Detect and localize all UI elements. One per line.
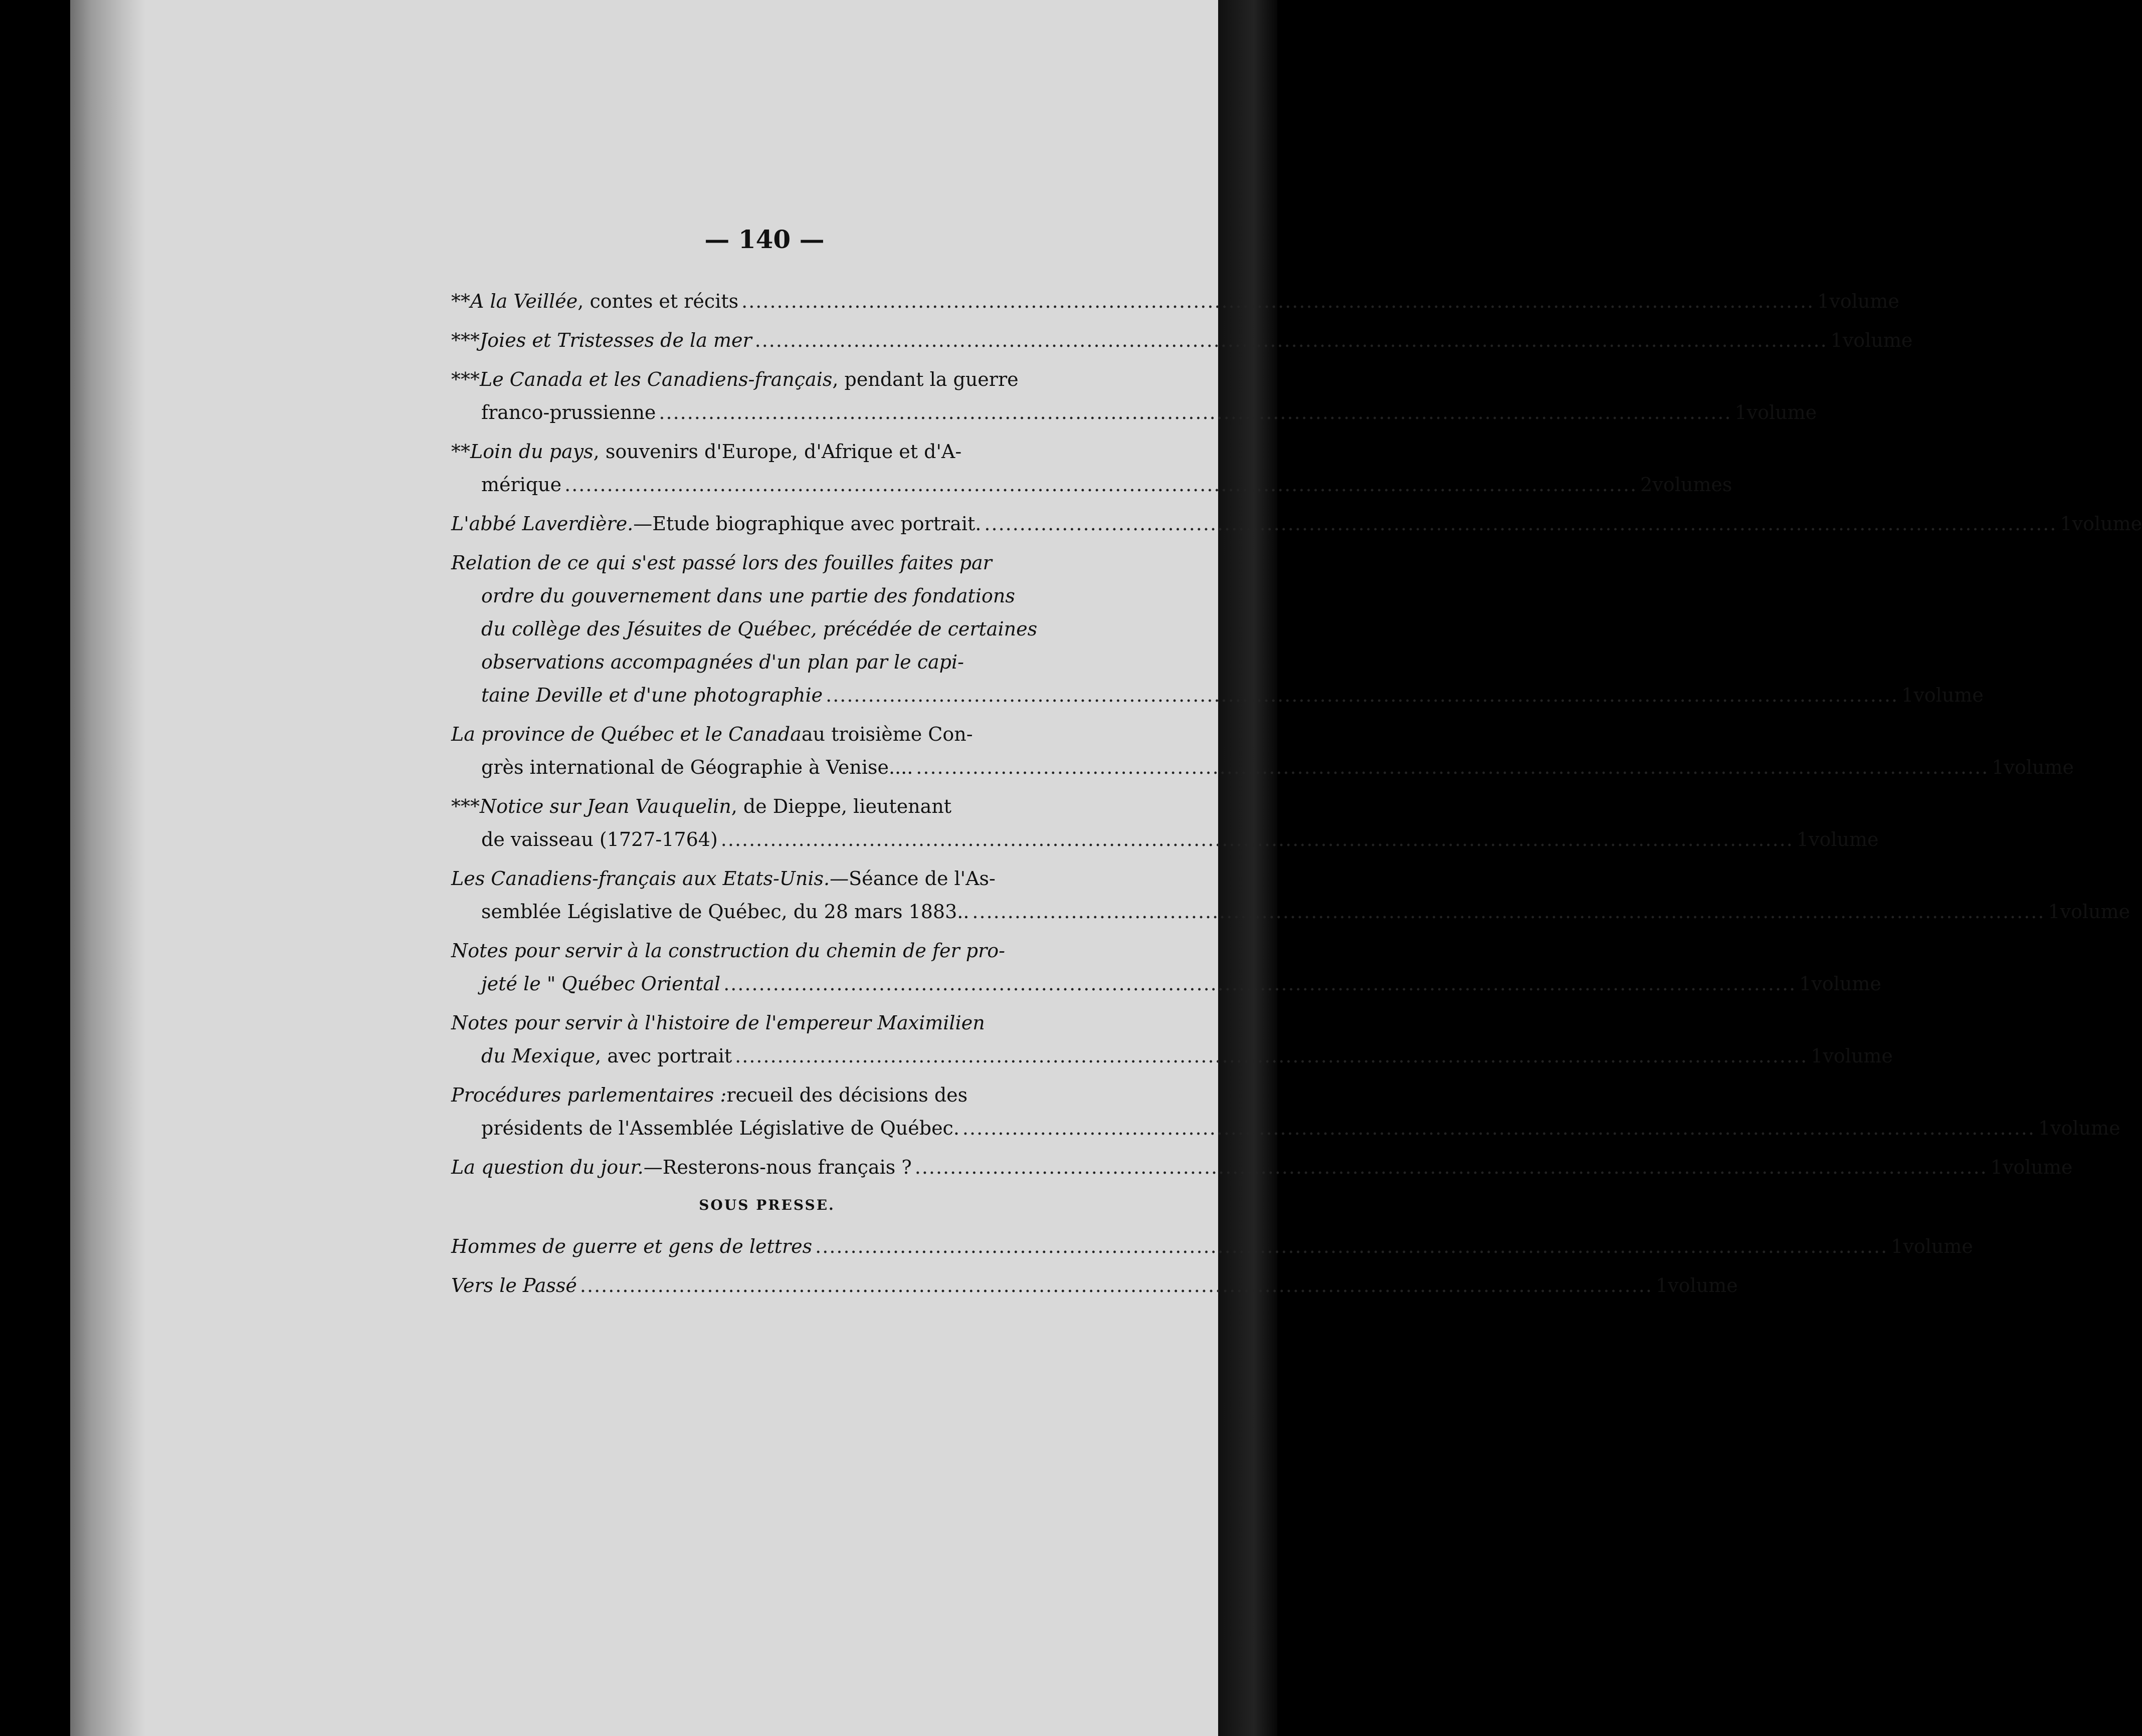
entry-italic-text: jeté le " Québec Oriental [481,973,721,995]
entry-title [451,790,1797,856]
entry-line [451,1078,2038,1112]
volume-count: 1 [1901,684,1914,706]
volume-unit: volume [1811,973,1881,995]
entry-roman-text: franco-prussienne [481,401,656,423]
entry-line [451,1230,1891,1263]
dot-leader [815,1230,1888,1263]
entry-line [451,363,1734,396]
dot-leader [741,285,1814,318]
entry-line [451,1269,1656,1302]
catalogue-entry [451,1006,1893,1072]
catalogue-entry [451,718,2074,784]
catalogue-entry [451,546,1984,712]
volume-unit: volume [2004,756,2074,778]
entry-title [451,435,1640,501]
dot-leader [659,396,1731,429]
dot-leader [915,1151,1988,1184]
entry-roman-text: , souvenirs d'Europe, d'Afrique et d'A- [593,441,962,463]
entry-title [451,285,1817,318]
dot-leader [916,751,1989,784]
dot-leader [723,967,1796,1000]
catalogue-entry [451,1269,1738,1302]
volume-unit: volume [1829,290,1899,312]
entry-italic-text: du Mexique [481,1045,596,1067]
volume-unit: volume [1668,1274,1738,1296]
entry-italic-text: Relation de ce qui s'est passé lors des fouilles faites par [451,552,992,574]
volume-count: 1 [2048,901,2060,923]
entry-italic-text: Les Canadiens-français aux Etats-Unis. [451,867,830,890]
page-number: — 140 — [704,225,825,254]
entry-italic-text: **Loin du pays [451,441,594,463]
entry-line [451,790,1797,823]
volume-count: 1 [1992,756,2004,778]
volume-count: 1 [1799,973,1812,995]
entry-line [451,751,1992,784]
entry-title [451,862,2048,928]
entry-title [451,934,1799,1000]
volume-unit: volume [1842,329,1913,351]
entry-roman-text: semblée Législative de Québec, du 28 mars 1883.. [481,901,969,923]
volume-unit: volume [1903,1235,1973,1257]
section-heading: SOUS PRESSE. [699,1197,835,1213]
volume-count: 1 [1734,401,1747,423]
volume-unit: volume [1913,684,1984,706]
catalogue-entry [451,1151,2073,1184]
volume-unit: volume [2002,1156,2073,1178]
entry-italic-text: Hommes de guerre et gens de lettres [451,1235,813,1257]
entry-line [451,546,1901,579]
entry-italic-text: L'abbé Laverdière. [451,513,634,535]
volume-count: 1 [1796,828,1809,850]
entry-italic-text: ***Notice sur Jean Vauquelin [451,795,731,817]
entry-roman-text: , de Dieppe, lieutenant [731,795,952,817]
entry-line [451,718,1992,751]
entry-line [451,679,1901,712]
volume-unit: volume [1809,828,1879,850]
entry-line [451,1006,1811,1039]
entry-title [451,507,2060,540]
entry-title [451,1230,1891,1263]
catalogue-entry [451,862,2130,928]
catalogue-entry [451,1230,1973,1263]
catalogue-entry [451,507,2142,540]
volume-unit: volume [2060,901,2130,923]
entry-title [451,1151,1991,1184]
volume-unit: volume [2072,513,2142,535]
entry-roman-text: , avec portrait [595,1045,732,1067]
entry-line [451,435,1640,468]
dot-leader [962,1112,2035,1145]
volume-count: 1 [2060,513,2072,535]
entry-roman-text: grès international de Géographie à Venise.... [481,756,913,778]
volume-count: 1 [1655,1274,1668,1296]
entry-roman-text: , contes et récits [577,290,739,312]
entry-italic-text: Vers le Passé [451,1274,577,1296]
volume-count: 1 [2038,1117,2051,1139]
entry-roman-text: —Resterons-nous français ? [643,1156,912,1178]
entry-line [451,1112,2038,1145]
catalogue-entry [451,363,1817,429]
volume-unit: volume [1746,401,1817,423]
entry-line [451,612,1901,645]
entry-title [451,546,1901,712]
entry-italic-text: taine Deville et d'une photographie [481,684,823,706]
entry-line [451,507,2060,540]
entry-italic-text: Notes pour servir à la construction du chemin de fer pro- [451,940,1005,962]
entry-roman-text: présidents de l'Assemblée Législative de Québec. [481,1117,959,1139]
entry-italic-text: **A la Veillée [451,290,578,312]
entry-roman-text: —Etude biographique avec portrait. [633,513,982,535]
dot-leader [580,1269,1653,1302]
entry-title [451,324,1831,357]
volume-count: 1 [1891,1235,1903,1257]
entry-roman-text: recueil des décisions des [726,1084,968,1106]
entry-line [451,823,1797,856]
entry-italic-text: La province de Québec et le Canada [451,723,802,745]
dot-leader [564,468,1637,501]
entry-italic-text: ordre du gouvernement dans une partie des fondations [481,585,1015,607]
entry-italic-text: ***Le Canada et les Canadiens-français [451,368,833,390]
entry-roman-text: au troisième Con- [801,723,973,745]
entry-title [451,718,1992,784]
entry-italic-text: du collège des Jésuites de Québec, précédée de certaines [481,618,1038,640]
entry-italic-text: La question du jour. [451,1156,644,1178]
forthcoming-entries [451,1230,1973,1302]
entry-line [451,934,1799,967]
catalogue-entry [451,435,1732,501]
entry-title [451,1269,1656,1302]
published-entries [451,285,2142,1184]
entry-italic-text: observations accompagnées d'un plan par le capi- [481,651,964,673]
entry-line [451,1039,1811,1072]
entry-roman-text: mérique [481,474,562,496]
dot-leader [721,823,1794,856]
catalogue-entry [451,324,1913,357]
dot-leader [972,895,2045,928]
entry-italic-text: ***Joies et Tristesses de la mer [451,329,752,351]
entry-italic-text: Procédures parlementaires : [451,1084,727,1106]
entry-title [451,1078,2038,1145]
entry-line [451,1151,1991,1184]
dot-leader [735,1039,1808,1072]
entry-line [451,967,1799,1000]
entry-line [451,895,2048,928]
dot-leader [826,679,1898,712]
volume-count: 1 [1817,290,1830,312]
entry-title [451,363,1734,429]
catalogue-entry [451,1078,2120,1145]
catalogue-entry [451,285,1899,318]
volume-unit: volume [2050,1117,2120,1139]
entry-roman-text: —Séance de l'As- [830,867,996,890]
volume-count: 2 [1640,474,1653,496]
entry-roman-text: , pendant la guerre [832,368,1019,390]
entry-line [451,862,2048,895]
dot-leader [984,507,2057,540]
volume-count: 1 [1990,1156,2003,1178]
volume-count: 1 [1811,1045,1823,1067]
volume-count: 1 [1830,329,1843,351]
page-stack-edge [70,0,145,1736]
entry-title [451,1006,1811,1072]
entry-line [451,645,1901,679]
entry-italic-text: Notes pour servir à l'histoire de l'empereur Maximilien [451,1012,985,1034]
volume-unit: volumes [1652,474,1732,496]
dot-leader [755,324,1828,357]
entry-line [451,579,1901,612]
entry-line [451,285,1817,318]
entry-roman-text: de vaisseau (1727-1764) [481,828,718,850]
catalogue-list [451,285,2142,1308]
entry-line [451,468,1640,501]
volume-unit: volume [1823,1045,1893,1067]
entry-line [451,396,1734,429]
catalogue-entry [451,790,1879,856]
catalogue-entry [451,934,1881,1000]
entry-line [451,324,1831,357]
